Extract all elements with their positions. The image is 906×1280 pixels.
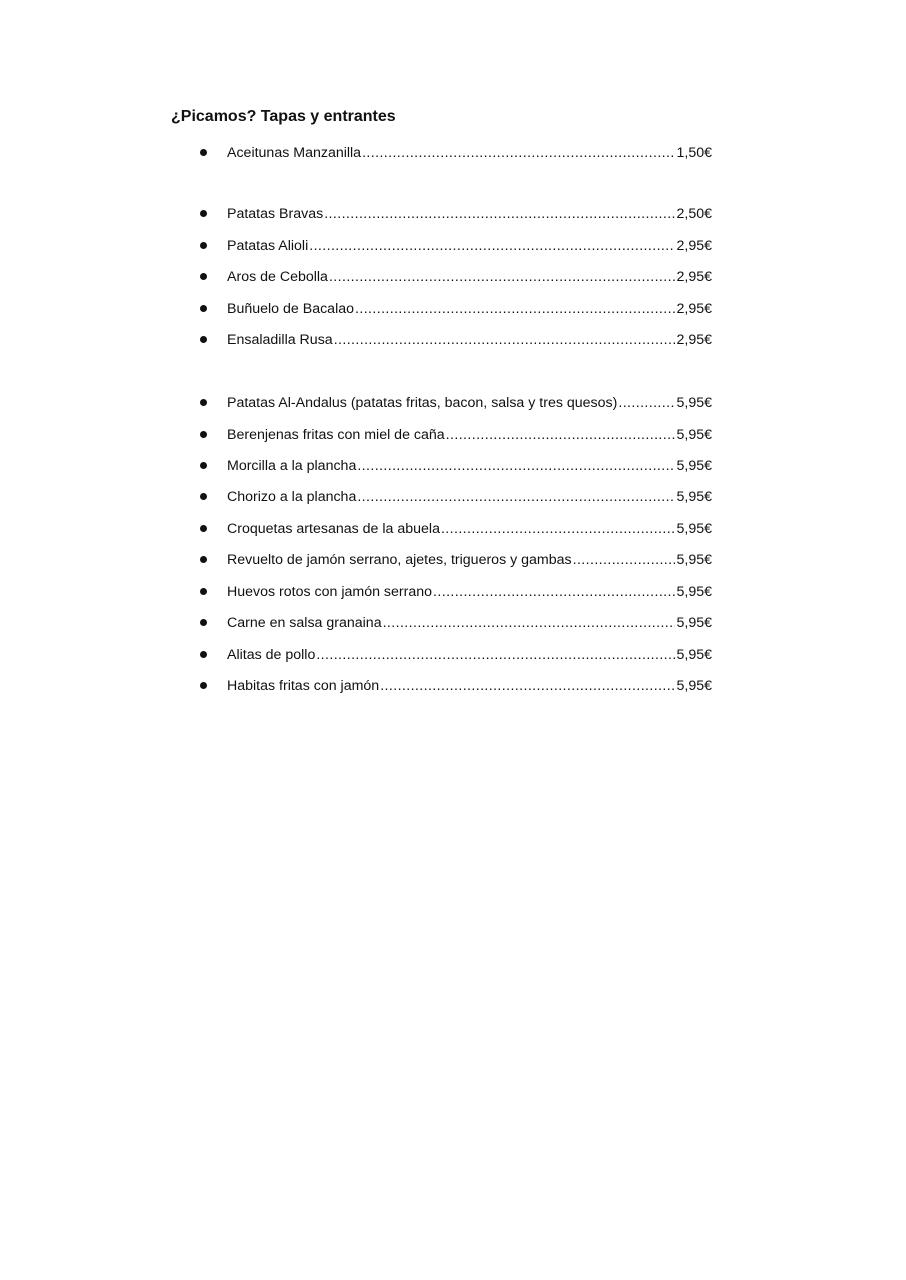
dot-leader: [446, 424, 676, 446]
item-price: 2,95€: [676, 238, 712, 254]
menu-item: [200, 142, 712, 164]
item-name: Morcilla a la plancha: [227, 458, 357, 474]
item-price: 2,50€: [676, 206, 712, 222]
bullet-icon: [200, 149, 207, 156]
item-name: Patatas Alioli: [227, 238, 309, 254]
item-name: Habitas fritas con jamón: [227, 678, 380, 694]
menu-item: [200, 298, 712, 320]
bullet-icon: [200, 588, 207, 595]
bullet-icon: [200, 682, 207, 689]
bullet-icon: [200, 399, 207, 406]
item-name: Aceitunas Manzanilla: [227, 145, 362, 161]
item-price: 5,95€: [676, 521, 712, 537]
dot-leader: [357, 486, 675, 508]
menu-item: [200, 612, 712, 634]
item-price: 5,95€: [676, 427, 712, 443]
bullet-icon: [200, 210, 207, 217]
dot-leader: [380, 675, 675, 697]
bullet-icon: [200, 462, 207, 469]
bullet-icon: [200, 651, 207, 658]
dot-leader: [383, 612, 676, 634]
item-name: Carne en salsa granaina: [227, 615, 382, 631]
item-price: 2,95€: [676, 269, 712, 285]
dot-leader: [357, 455, 675, 477]
menu-item: [200, 455, 712, 477]
dot-leader: [324, 203, 675, 225]
item-name: Patatas Al-Andalus (patatas fritas, bacon, salsa y tres quesos): [227, 395, 618, 411]
item-name: Alitas de pollo: [227, 647, 316, 663]
menu-item: [200, 518, 712, 540]
item-price: 5,95€: [676, 584, 712, 600]
dot-leader: [334, 329, 676, 351]
dot-leader: [441, 518, 676, 540]
bullet-icon: [200, 431, 207, 438]
item-name: Revuelto de jamón serrano, ajetes, trigueros y gambas: [227, 552, 572, 568]
dot-leader: [573, 549, 676, 571]
menu-item: [200, 203, 712, 225]
menu-item: [200, 486, 712, 508]
item-name: Croquetas artesanas de la abuela: [227, 521, 440, 537]
bullet-icon: [200, 525, 207, 532]
item-name: Chorizo a la plancha: [227, 489, 357, 505]
bullet-icon: [200, 305, 207, 312]
dot-leader: [433, 581, 675, 603]
item-price: 5,95€: [676, 615, 712, 631]
menu-item: [200, 549, 712, 571]
item-price: 2,95€: [676, 301, 712, 317]
bullet-icon: [200, 336, 207, 343]
dot-leader: [316, 644, 675, 666]
menu-item: [200, 424, 712, 446]
menu-item: [200, 392, 712, 414]
item-name: Berenjenas fritas con miel de caña: [227, 427, 445, 443]
item-price: 5,95€: [676, 647, 712, 663]
menu-item: [200, 644, 712, 666]
item-name: Ensaladilla Rusa: [227, 332, 333, 348]
item-price: 5,95€: [676, 678, 712, 694]
item-price: 5,95€: [676, 552, 712, 568]
dot-leader: [362, 142, 675, 164]
item-name: Huevos rotos con jamón serrano: [227, 584, 433, 600]
bullet-icon: [200, 242, 207, 249]
item-price: 5,95€: [676, 458, 712, 474]
menu-item: [200, 235, 712, 257]
bullet-icon: [200, 619, 207, 626]
item-price: 2,95€: [676, 332, 712, 348]
item-name: Buñuelo de Bacalao: [227, 301, 355, 317]
item-name: Aros de Cebolla: [227, 269, 328, 285]
bullet-icon: [200, 493, 207, 500]
menu-item: [200, 266, 712, 288]
item-price: 5,95€: [676, 395, 712, 411]
item-name: Patatas Bravas: [227, 206, 324, 222]
menu-item: [200, 675, 712, 697]
bullet-icon: [200, 556, 207, 563]
menu-item: [200, 581, 712, 603]
menu-item: [200, 329, 712, 351]
dot-leader: [329, 266, 676, 288]
dot-leader: [355, 298, 675, 320]
dot-leader: [618, 392, 675, 414]
section-title: ¿Picamos? Tapas y entrantes: [171, 108, 396, 125]
dot-leader: [309, 235, 675, 257]
item-price: 1,50€: [676, 145, 712, 161]
item-price: 5,95€: [676, 489, 712, 505]
bullet-icon: [200, 273, 207, 280]
